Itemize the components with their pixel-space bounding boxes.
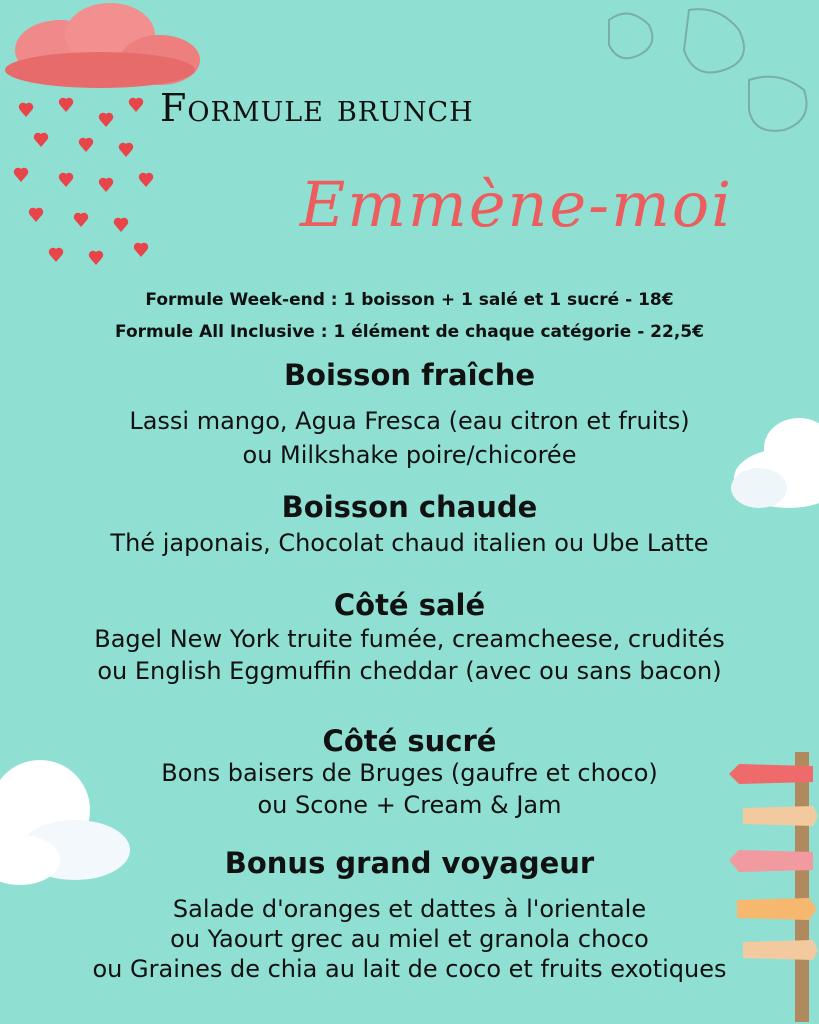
section-line: ou Milkshake poire/chicorée [242,441,577,469]
formula-all-inclusive: Formule All Inclusive : 1 élément de chaque catégorie - 22,5€ [115,322,704,342]
section-line: Thé japonais, Chocolat chaud italien ou Ube Latte [110,529,709,557]
section-line: ou English Eggmuffin cheddar (avec ou sans bacon) [97,657,722,685]
section-line: Bagel New York truite fumée, creamcheese, crudités [94,625,725,653]
section-line: Bons baisers de Bruges (gaufre et choco) [161,759,658,787]
formula-weekend: Formule Week-end : 1 boisson + 1 salé et 1 sucré - 18€ [145,290,674,310]
page-subtitle: Emmène-moi [300,168,734,241]
section-line: ou Yaourt grec au miel et granola choco [170,925,649,953]
section-title-boisson-fraiche: Boisson fraîche [283,358,536,392]
heart-cloud-illustration [0,0,220,280]
page-title: Formule brunch [160,86,474,130]
section-title-cote-sale: Côté salé [333,588,486,622]
section-line: Salade d'oranges et dattes à l'orientale [172,895,647,923]
section-line: ou Graines de chia au lait de coco et fruits exotiques [92,955,727,983]
section-title-bonus: Bonus grand voyageur [224,846,595,880]
section-title-cote-sucre: Côté sucré [322,724,497,758]
section-line: ou Scone + Cream & Jam [257,791,562,819]
section-line: Lassi mango, Agua Fresca (eau citron et fruits) [129,407,690,435]
section-title-boisson-chaude: Boisson chaude [281,490,538,524]
world-map-decoration [579,0,819,160]
